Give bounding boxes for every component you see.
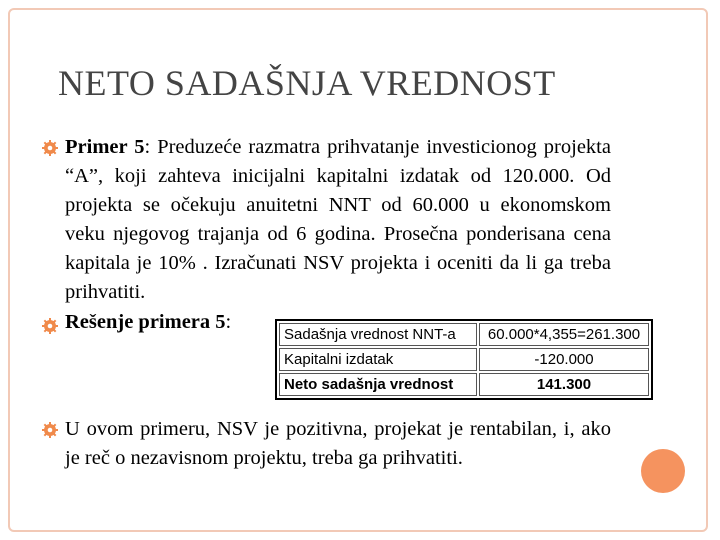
gear-icon [42, 422, 58, 438]
table-row [279, 323, 649, 346]
table-cell-value: 60.000*4,355=261.300 [479, 323, 649, 346]
example-label: Primer 5 [65, 136, 145, 158]
solution-suffix: : [225, 311, 232, 333]
table-row [279, 348, 649, 371]
table-row-total [279, 373, 649, 396]
conclusion-paragraph: U ovom primeru, NSV je pozitivna, projekat je rentabilan, i, ako je reč o nezavisnom projektu, treba ga prihvatiti. [65, 418, 611, 469]
example-text: : Preduzeće razmatra prihvatanje investicionog projekta “A”, koji zahteva inicijalni kapitalni izdatak od 120.000. Od projekta se očekuju anuitetni NNT od 60.000 u ekonomskom veku njegovog trajanja od 6 godina. Prosečna ponderisana cena kapitala je 10% . Izračunati NSV projekta i oceniti da li ga treba prihvatiti. [65, 136, 611, 303]
slide-title: NETO SADAŠNJA VREDNOST [58, 63, 556, 103]
table-cell-label: Neto sadašnja vrednost [279, 373, 477, 396]
decorative-circle [641, 449, 685, 493]
table-cell-label: Sadašnja vrednost NNT-a [279, 323, 477, 346]
example-paragraph [65, 133, 611, 307]
solution-heading [65, 311, 231, 334]
table-cell-value: -120.000 [479, 348, 649, 371]
solution-label: Rešenje primera 5 [65, 311, 226, 333]
table-cell-value: 141.300 [479, 373, 649, 396]
table-cell-label: Kapitalni izdatak [279, 348, 477, 371]
gear-icon [42, 318, 58, 334]
result-table [275, 319, 653, 400]
gear-icon [42, 140, 58, 156]
